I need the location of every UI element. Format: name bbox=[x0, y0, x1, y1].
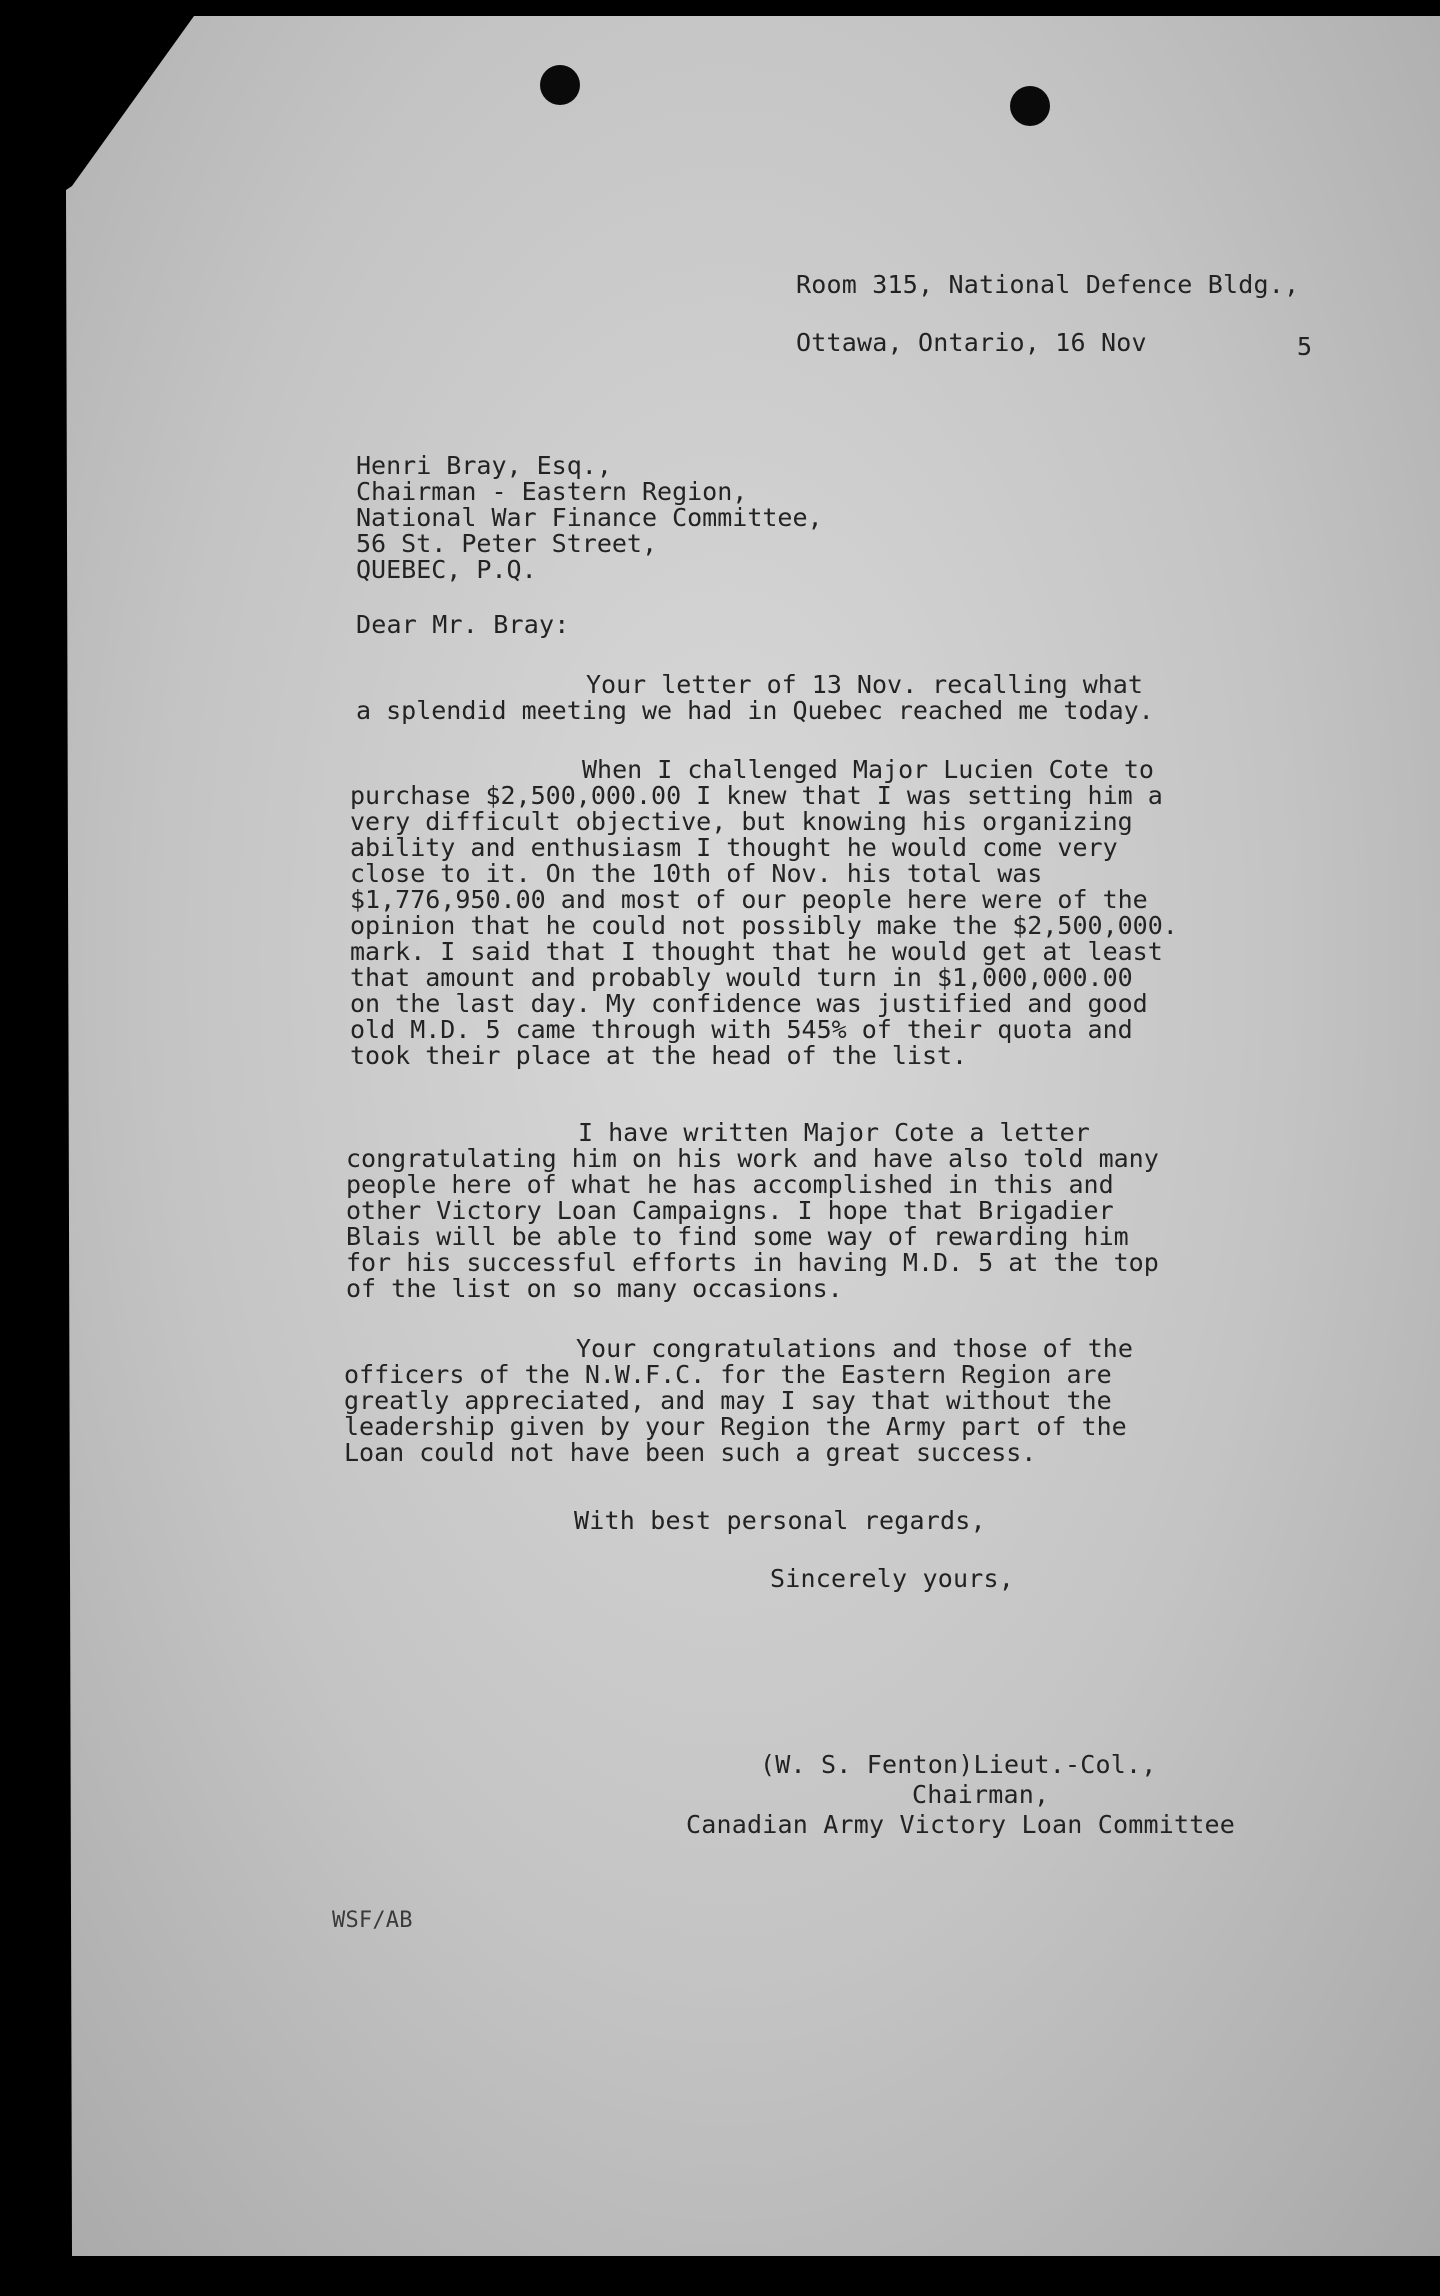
recipient-line: 56 St. Peter Street, bbox=[356, 529, 658, 558]
recipient-line: Henri Bray, Esq., bbox=[356, 451, 612, 480]
body-line: a splendid meeting we had in Quebec reached me today. bbox=[356, 696, 1154, 725]
body-line: leadership given by your Region the Army part of the bbox=[344, 1412, 1127, 1441]
body-line: greatly appreciated, and may I say that without the bbox=[344, 1386, 1112, 1415]
body-paragraph-1 bbox=[356, 672, 1154, 724]
page-number: 5 bbox=[1297, 332, 1313, 361]
body-line: for his successful efforts in having M.D. 5 at the top bbox=[346, 1248, 1159, 1277]
body-line: ability and enthusiasm I thought he would come very bbox=[350, 833, 1118, 862]
signature-title: Chairman, bbox=[912, 1780, 1050, 1809]
body-line: very difficult objective, but knowing his organizing bbox=[350, 807, 1133, 836]
letterhead-address: Room 315, National Defence Bldg., bbox=[796, 270, 1300, 299]
body-line: When I challenged Major Lucien Cote to bbox=[582, 755, 1154, 784]
recipient-line: QUEBEC, P.Q. bbox=[356, 555, 537, 584]
body-line: Loan could not have been such a great success. bbox=[344, 1438, 1037, 1467]
body-paragraph-4 bbox=[344, 1336, 1133, 1466]
closing-valediction: Sincerely yours, bbox=[770, 1564, 1015, 1593]
body-paragraph-3 bbox=[346, 1120, 1159, 1302]
body-line: mark. I said that I thought that he would get at least bbox=[350, 937, 1163, 966]
body-line: I have written Major Cote a letter bbox=[578, 1118, 1090, 1147]
body-line: of the list on so many occasions. bbox=[346, 1274, 843, 1303]
body-line: Your congratulations and those of the bbox=[576, 1334, 1133, 1363]
body-line: opinion that he could not possibly make the $2,500,000. bbox=[350, 911, 1178, 940]
body-line: took their place at the head of the list. bbox=[350, 1041, 968, 1070]
body-line: that amount and probably would turn in $1,000,000.00 bbox=[350, 963, 1133, 992]
body-paragraph-2 bbox=[350, 757, 1178, 1069]
reference-initials: WSF/AB bbox=[332, 1908, 413, 1933]
body-line: $1,776,950.00 and most of our people here were of the bbox=[350, 885, 1148, 914]
body-line: Your letter of 13 Nov. recalling what bbox=[586, 670, 1143, 699]
salutation: Dear Mr. Bray: bbox=[356, 610, 570, 639]
punch-hole-right bbox=[1010, 86, 1050, 126]
body-line: other Victory Loan Campaigns. I hope that Brigadier bbox=[346, 1196, 1114, 1225]
punch-hole-left bbox=[540, 65, 580, 105]
body-line: close to it. On the 10th of Nov. his total was bbox=[350, 859, 1043, 888]
body-line: on the last day. My confidence was justified and good bbox=[350, 989, 1148, 1018]
signature-name: (W. S. Fenton)Lieut.-Col., bbox=[760, 1750, 1157, 1779]
body-line: old M.D. 5 came through with 545% of their quota and bbox=[350, 1015, 1133, 1044]
recipient-line: Chairman - Eastern Region, bbox=[356, 477, 748, 506]
recipient-block bbox=[356, 453, 823, 583]
letterhead-date: Ottawa, Ontario, 16 Nov bbox=[796, 328, 1147, 357]
body-line: Blais will be able to find some way of rewarding him bbox=[346, 1222, 1129, 1251]
body-line: officers of the N.W.F.C. for the Eastern Region are bbox=[344, 1360, 1112, 1389]
body-line: congratulating him on his work and have also told many bbox=[346, 1144, 1159, 1173]
recipient-line: National War Finance Committee, bbox=[356, 503, 823, 532]
signature-committee: Canadian Army Victory Loan Committee bbox=[686, 1810, 1236, 1839]
body-line: people here of what he has accomplished in this and bbox=[346, 1170, 1114, 1199]
body-line: purchase $2,500,000.00 I knew that I was setting him a bbox=[350, 781, 1163, 810]
closing-regards: With best personal regards, bbox=[574, 1506, 986, 1535]
